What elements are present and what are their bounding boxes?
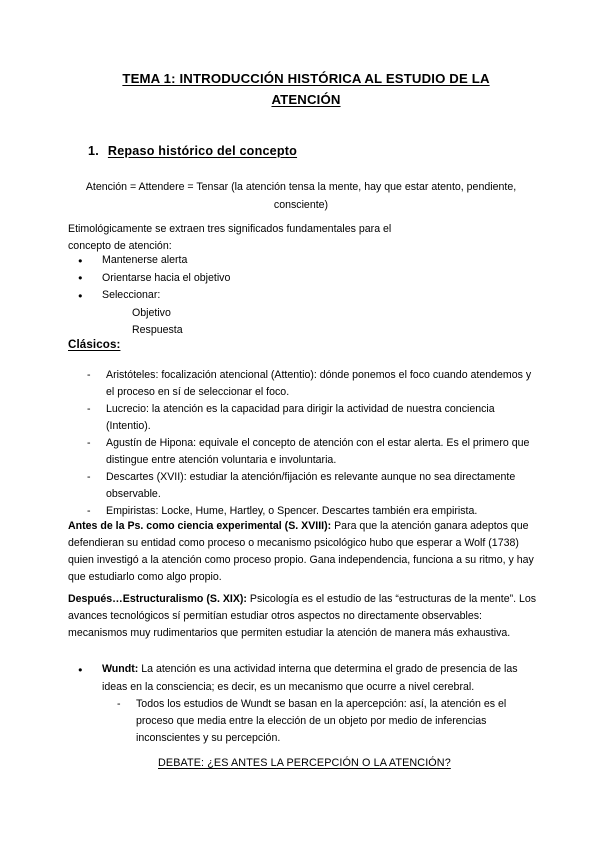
list-item: ● Mantenerse alerta bbox=[68, 252, 398, 270]
attention-definition: Atención = Attendere = Tensar (la atención tensa la mente, hay que estar atento, pendiente, consciente) bbox=[85, 181, 517, 211]
list-item: - Aristóteles: focalización atencional (Attentio): dónde ponemos el foco cuando atendemos y el proceso en sí de seleccionar el foco. bbox=[68, 367, 540, 401]
etymology-intro-paragraph: Etimológicamente se extraen tres significados fundamentales para el concepto de atención: bbox=[68, 223, 392, 252]
wundt-list bbox=[68, 661, 542, 747]
paragraph-despues-label: Después…Estructuralismo (S. XIX): bbox=[68, 593, 247, 605]
debate-question: DEBATE: ¿ES ANTES LA PERCEPCIÓN O LA ATENCIÓN? bbox=[158, 757, 451, 769]
wundt-sub-list bbox=[102, 696, 542, 747]
wundt-label: Wundt: bbox=[102, 663, 139, 675]
paragraph-antes-ps-experimental bbox=[68, 518, 540, 586]
paragraph-antes-body: Para que la atención ganara adeptos que defendieran su entidad como proceso o mecanismo psicológico hubo que esperar a Wolf (1738) quien investigó a la atención como proceso propio. Gana independencia, funciona a su ritmo, y hay que estudiarlo como algo propio. bbox=[68, 520, 534, 583]
document-title-line-2: ATENCIÓN bbox=[271, 92, 341, 107]
section-1-heading bbox=[88, 144, 297, 158]
clasicos-heading: Clásicos: bbox=[68, 338, 121, 351]
document-title bbox=[96, 68, 516, 110]
paragraph-despues-estructuralismo bbox=[68, 591, 542, 642]
list-item: - Descartes (XVII): estudiar la atención/fijación es relevante aunque no sea directamente observable. bbox=[68, 469, 540, 503]
sub-item-respuesta: Respuesta bbox=[132, 324, 183, 336]
section-1-title: Repaso histórico del concepto bbox=[107, 144, 298, 158]
list-item: - Agustín de Hipona: equivale el concepto de atención con el estar alerta. Es el primero que distingue entre atención voluntaria e involuntaria. bbox=[68, 435, 540, 469]
paragraph-despues-body: Psicología es el estudio de las “estructuras de la mente”. Los avances tecnológicos sí permitían estudiar otros aspectos no directamente observables: mecanismos muy rudimentarios que permiten estudiar la atención de manera más exhaustiva. bbox=[68, 593, 537, 639]
document-title-line-1: TEMA 1: INTRODUCCIÓN HISTÓRICA AL ESTUDIO DE LA bbox=[122, 71, 490, 86]
sub-item-objetivo: Objetivo bbox=[132, 306, 171, 319]
list-item: ● Seleccionar: bbox=[68, 287, 398, 305]
wundt-body: La atención es una actividad interna que determina el grado de presencia de las ideas en la consciencia; es decir, es un mecanismo que ocurre a nivel cerebral. bbox=[102, 663, 518, 693]
list-item-wundt bbox=[68, 661, 542, 747]
list-item: - Lucrecio: la atención es la capacidad para dirigir la actividad de nuestra conciencia (Intentio). bbox=[68, 401, 540, 435]
list-item: ● Orientarse hacia el objetivo bbox=[68, 270, 398, 288]
paragraph-antes-label: Antes de la Ps. como ciencia experimental (S. XVIII): bbox=[68, 520, 332, 532]
list-item: - Empiristas: Locke, Hume, Hartley, o Spencer. Descartes también era empirista. bbox=[68, 503, 540, 520]
list-item: - Todos los estudios de Wundt se basan en la apercepción: así, la atención es el proceso que media entre la elección de un objeto por medio de inferencias inconscientes y su percepción. bbox=[102, 696, 542, 747]
etymology-bullet-list bbox=[68, 252, 398, 305]
clasicos-list bbox=[68, 367, 540, 520]
etymology-list-container bbox=[68, 252, 398, 340]
section-1-number: 1. bbox=[88, 144, 99, 158]
